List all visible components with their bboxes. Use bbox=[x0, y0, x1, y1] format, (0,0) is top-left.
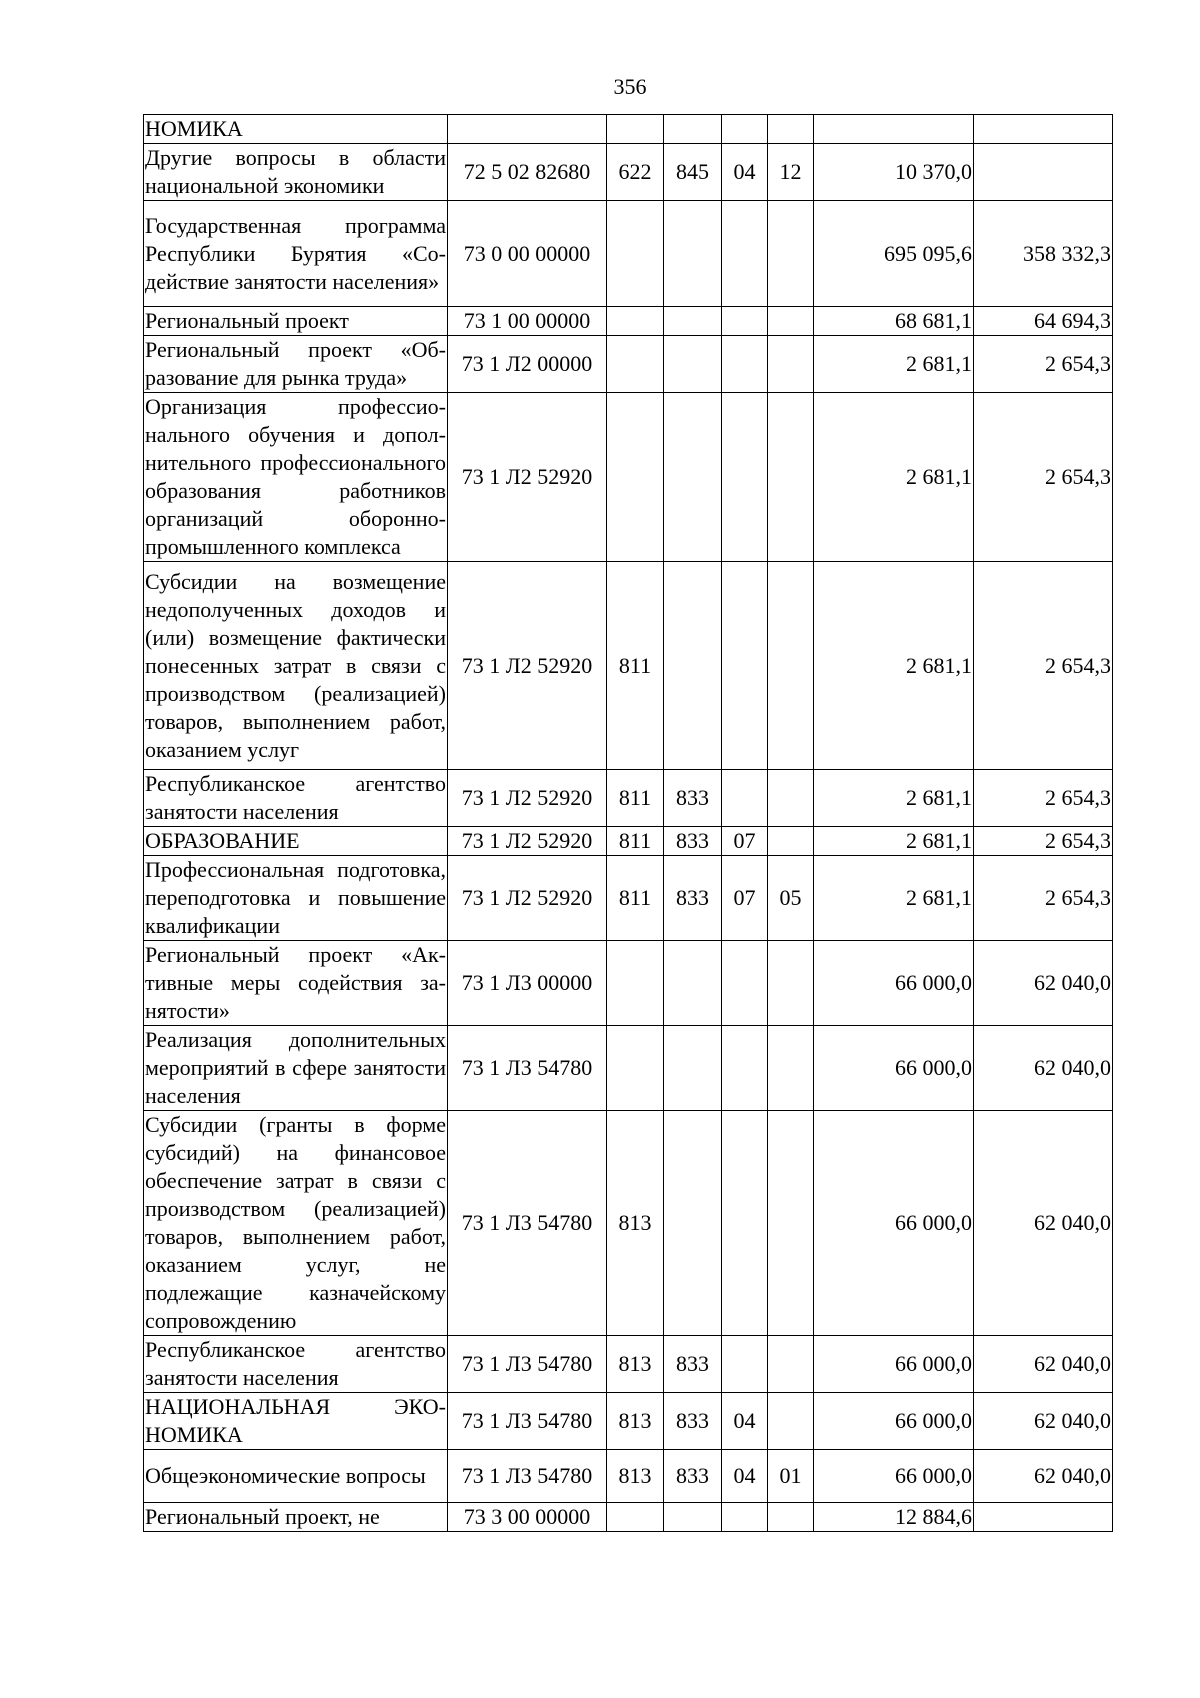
pbs-code-cell bbox=[664, 393, 722, 562]
table-row bbox=[144, 562, 1113, 770]
pbs-code-cell bbox=[664, 336, 722, 393]
amount-year-2-cell: 64 694,3 bbox=[974, 307, 1113, 336]
pbs-code-cell: 833 bbox=[664, 770, 722, 827]
target-article-code-cell: 73 1 Л2 52920 bbox=[448, 827, 607, 856]
amount-year-2-cell: 358 332,3 bbox=[974, 201, 1113, 307]
grbs-code-cell bbox=[607, 1026, 664, 1111]
subsection-code-cell bbox=[768, 1336, 814, 1393]
table-row bbox=[144, 1111, 1113, 1336]
table-row bbox=[144, 201, 1113, 307]
row-name-cell: Региональный проект «Образование для рынка труда» bbox=[144, 336, 448, 393]
row-name-cell: Республиканское агентство занятости населения bbox=[144, 770, 448, 827]
row-name-cell: Субсидии (гранты в форме субсидий) на финансовое обеспечение затрат в связи с производством (реализацией) товаров, выполнением работ, оказанием услуг, не подлежащие казначейскому сопровождению bbox=[144, 1111, 448, 1336]
subsection-code-cell bbox=[768, 1503, 814, 1532]
table-row bbox=[144, 856, 1113, 941]
row-name-cell: Государственная программа Республики Бурятия «Содействие занятости населения» bbox=[144, 201, 448, 307]
target-article-code-cell: 73 3 00 00000 bbox=[448, 1503, 607, 1532]
subsection-code-cell bbox=[768, 941, 814, 1026]
target-article-code-cell: 73 1 Л2 52920 bbox=[448, 562, 607, 770]
grbs-code-cell bbox=[607, 336, 664, 393]
amount-year-1-cell: 66 000,0 bbox=[814, 941, 974, 1026]
amount-year-1-cell: 2 681,1 bbox=[814, 770, 974, 827]
grbs-code-cell bbox=[607, 201, 664, 307]
table-row bbox=[144, 393, 1113, 562]
section-code-cell: 04 bbox=[722, 144, 768, 201]
target-article-code-cell: 73 1 Л3 00000 bbox=[448, 941, 607, 1026]
table-row bbox=[144, 144, 1113, 201]
table-row bbox=[144, 941, 1113, 1026]
page-number: 356 bbox=[613, 74, 647, 99]
section-code-cell: 04 bbox=[722, 1393, 768, 1450]
table-row bbox=[144, 827, 1113, 856]
target-article-code-cell: 73 1 Л2 52920 bbox=[448, 770, 607, 827]
grbs-code-cell: 811 bbox=[607, 562, 664, 770]
section-code-cell bbox=[722, 201, 768, 307]
pbs-code-cell bbox=[664, 115, 722, 144]
section-code-cell bbox=[722, 336, 768, 393]
pbs-code-cell: 833 bbox=[664, 1450, 722, 1503]
subsection-code-cell: 01 bbox=[768, 1450, 814, 1503]
grbs-code-cell: 811 bbox=[607, 856, 664, 941]
section-code-cell bbox=[722, 307, 768, 336]
subsection-code-cell bbox=[768, 1393, 814, 1450]
section-code-cell bbox=[722, 941, 768, 1026]
subsection-code-cell bbox=[768, 1026, 814, 1111]
amount-year-1-cell: 2 681,1 bbox=[814, 336, 974, 393]
grbs-code-cell bbox=[607, 393, 664, 562]
subsection-code-cell bbox=[768, 827, 814, 856]
amount-year-2-cell: 62 040,0 bbox=[974, 941, 1113, 1026]
amount-year-2-cell: 2 654,3 bbox=[974, 856, 1113, 941]
amount-year-2-cell: 62 040,0 bbox=[974, 1393, 1113, 1450]
table-row bbox=[144, 1336, 1113, 1393]
amount-year-2-cell: 2 654,3 bbox=[974, 393, 1113, 562]
amount-year-1-cell: 66 000,0 bbox=[814, 1336, 974, 1393]
target-article-code-cell: 73 0 00 00000 bbox=[448, 201, 607, 307]
pbs-code-cell bbox=[664, 201, 722, 307]
grbs-code-cell bbox=[607, 307, 664, 336]
target-article-code-cell: 73 1 Л2 00000 bbox=[448, 336, 607, 393]
amount-year-1-cell: 68 681,1 bbox=[814, 307, 974, 336]
grbs-code-cell: 813 bbox=[607, 1450, 664, 1503]
amount-year-2-cell: 2 654,3 bbox=[974, 336, 1113, 393]
row-name-cell: Региональный проект «Активные меры содействия занятости» bbox=[144, 941, 448, 1026]
amount-year-1-cell: 695 095,6 bbox=[814, 201, 974, 307]
grbs-code-cell: 813 bbox=[607, 1393, 664, 1450]
section-code-cell bbox=[722, 1111, 768, 1336]
row-name-cell: Региональный проект, не bbox=[144, 1503, 448, 1532]
pbs-code-cell bbox=[664, 1111, 722, 1336]
amount-year-1-cell: 2 681,1 bbox=[814, 856, 974, 941]
row-name-cell: Республиканское агентство занятости населения bbox=[144, 1336, 448, 1393]
table-row bbox=[144, 115, 1113, 144]
pbs-code-cell: 845 bbox=[664, 144, 722, 201]
subsection-code-cell: 12 bbox=[768, 144, 814, 201]
grbs-code-cell bbox=[607, 1503, 664, 1532]
amount-year-2-cell: 2 654,3 bbox=[974, 770, 1113, 827]
amount-year-2-cell: 62 040,0 bbox=[974, 1111, 1113, 1336]
target-article-code-cell: 73 1 Л2 52920 bbox=[448, 393, 607, 562]
row-name-cell: НАЦИОНАЛЬНАЯ ЭКОНОМИКА bbox=[144, 1393, 448, 1450]
row-name-cell: Реализация дополнительных мероприятий в сфере занятости населения bbox=[144, 1026, 448, 1111]
grbs-code-cell: 813 bbox=[607, 1336, 664, 1393]
row-name-cell: НОМИКА bbox=[144, 115, 448, 144]
section-code-cell bbox=[722, 770, 768, 827]
amount-year-2-cell: 62 040,0 bbox=[974, 1336, 1113, 1393]
table-row bbox=[144, 1450, 1113, 1503]
amount-year-1-cell: 10 370,0 bbox=[814, 144, 974, 201]
amount-year-1-cell: 2 681,1 bbox=[814, 827, 974, 856]
subsection-code-cell bbox=[768, 115, 814, 144]
amount-year-2-cell bbox=[974, 1503, 1113, 1532]
subsection-code-cell bbox=[768, 562, 814, 770]
pbs-code-cell bbox=[664, 562, 722, 770]
amount-year-1-cell: 66 000,0 bbox=[814, 1111, 974, 1336]
subsection-code-cell: 05 bbox=[768, 856, 814, 941]
table-row bbox=[144, 770, 1113, 827]
target-article-code-cell: 73 1 00 00000 bbox=[448, 307, 607, 336]
section-code-cell bbox=[722, 1026, 768, 1111]
amount-year-2-cell bbox=[974, 115, 1113, 144]
row-name-cell: Субсидии на возмещение недополученных доходов и (или) возмещение фактически понесенных затрат в связи с производством (реализацией) товаров, выполнением работ, оказанием услуг bbox=[144, 562, 448, 770]
amount-year-2-cell bbox=[974, 144, 1113, 201]
pbs-code-cell bbox=[664, 307, 722, 336]
target-article-code-cell: 73 1 Л3 54780 bbox=[448, 1450, 607, 1503]
amount-year-1-cell: 66 000,0 bbox=[814, 1450, 974, 1503]
table-row bbox=[144, 1393, 1113, 1450]
pbs-code-cell: 833 bbox=[664, 856, 722, 941]
subsection-code-cell bbox=[768, 307, 814, 336]
amount-year-2-cell: 2 654,3 bbox=[974, 562, 1113, 770]
grbs-code-cell: 811 bbox=[607, 827, 664, 856]
amount-year-1-cell: 2 681,1 bbox=[814, 393, 974, 562]
pbs-code-cell bbox=[664, 1026, 722, 1111]
row-name-cell: Региональный проект bbox=[144, 307, 448, 336]
section-code-cell bbox=[722, 1336, 768, 1393]
row-name-cell: Профессиональная подготовка, переподготовка и повышение квалификации bbox=[144, 856, 448, 941]
section-code-cell: 07 bbox=[722, 856, 768, 941]
pbs-code-cell bbox=[664, 1503, 722, 1532]
subsection-code-cell bbox=[768, 336, 814, 393]
table-row bbox=[144, 307, 1113, 336]
subsection-code-cell bbox=[768, 770, 814, 827]
amount-year-1-cell: 66 000,0 bbox=[814, 1026, 974, 1111]
section-code-cell bbox=[722, 1503, 768, 1532]
amount-year-2-cell: 62 040,0 bbox=[974, 1450, 1113, 1503]
table-row bbox=[144, 1026, 1113, 1111]
target-article-code-cell: 73 1 Л3 54780 bbox=[448, 1111, 607, 1336]
section-code-cell bbox=[722, 115, 768, 144]
pbs-code-cell: 833 bbox=[664, 827, 722, 856]
target-article-code-cell bbox=[448, 115, 607, 144]
pbs-code-cell: 833 bbox=[664, 1393, 722, 1450]
amount-year-1-cell: 2 681,1 bbox=[814, 562, 974, 770]
section-code-cell: 07 bbox=[722, 827, 768, 856]
grbs-code-cell: 811 bbox=[607, 770, 664, 827]
grbs-code-cell bbox=[607, 115, 664, 144]
subsection-code-cell bbox=[768, 393, 814, 562]
row-name-cell: Организация профессионального обучения и дополнительного профессионального образования работников организаций оборонно-промышленного комплекса bbox=[144, 393, 448, 562]
amount-year-2-cell: 2 654,3 bbox=[974, 827, 1113, 856]
subsection-code-cell bbox=[768, 201, 814, 307]
pbs-code-cell bbox=[664, 941, 722, 1026]
grbs-code-cell: 622 bbox=[607, 144, 664, 201]
target-article-code-cell: 73 1 Л3 54780 bbox=[448, 1393, 607, 1450]
grbs-code-cell bbox=[607, 941, 664, 1026]
table-body bbox=[144, 115, 1113, 1532]
target-article-code-cell: 73 1 Л3 54780 bbox=[448, 1336, 607, 1393]
amount-year-1-cell bbox=[814, 115, 974, 144]
target-article-code-cell: 72 5 02 82680 bbox=[448, 144, 607, 201]
amount-year-1-cell: 66 000,0 bbox=[814, 1393, 974, 1450]
row-name-cell: ОБРАЗОВАНИЕ bbox=[144, 827, 448, 856]
subsection-code-cell bbox=[768, 1111, 814, 1336]
target-article-code-cell: 73 1 Л2 52920 bbox=[448, 856, 607, 941]
table-row bbox=[144, 336, 1113, 393]
amount-year-1-cell: 12 884,6 bbox=[814, 1503, 974, 1532]
pbs-code-cell: 833 bbox=[664, 1336, 722, 1393]
row-name-cell: Другие вопросы в области национальной экономики bbox=[144, 144, 448, 201]
target-article-code-cell: 73 1 Л3 54780 bbox=[448, 1026, 607, 1111]
budget-table bbox=[143, 114, 1113, 1532]
row-name-cell: Общеэкономические вопросы bbox=[144, 1450, 448, 1503]
section-code-cell bbox=[722, 393, 768, 562]
grbs-code-cell: 813 bbox=[607, 1111, 664, 1336]
amount-year-2-cell: 62 040,0 bbox=[974, 1026, 1113, 1111]
section-code-cell: 04 bbox=[722, 1450, 768, 1503]
section-code-cell bbox=[722, 562, 768, 770]
table-row bbox=[144, 1503, 1113, 1532]
